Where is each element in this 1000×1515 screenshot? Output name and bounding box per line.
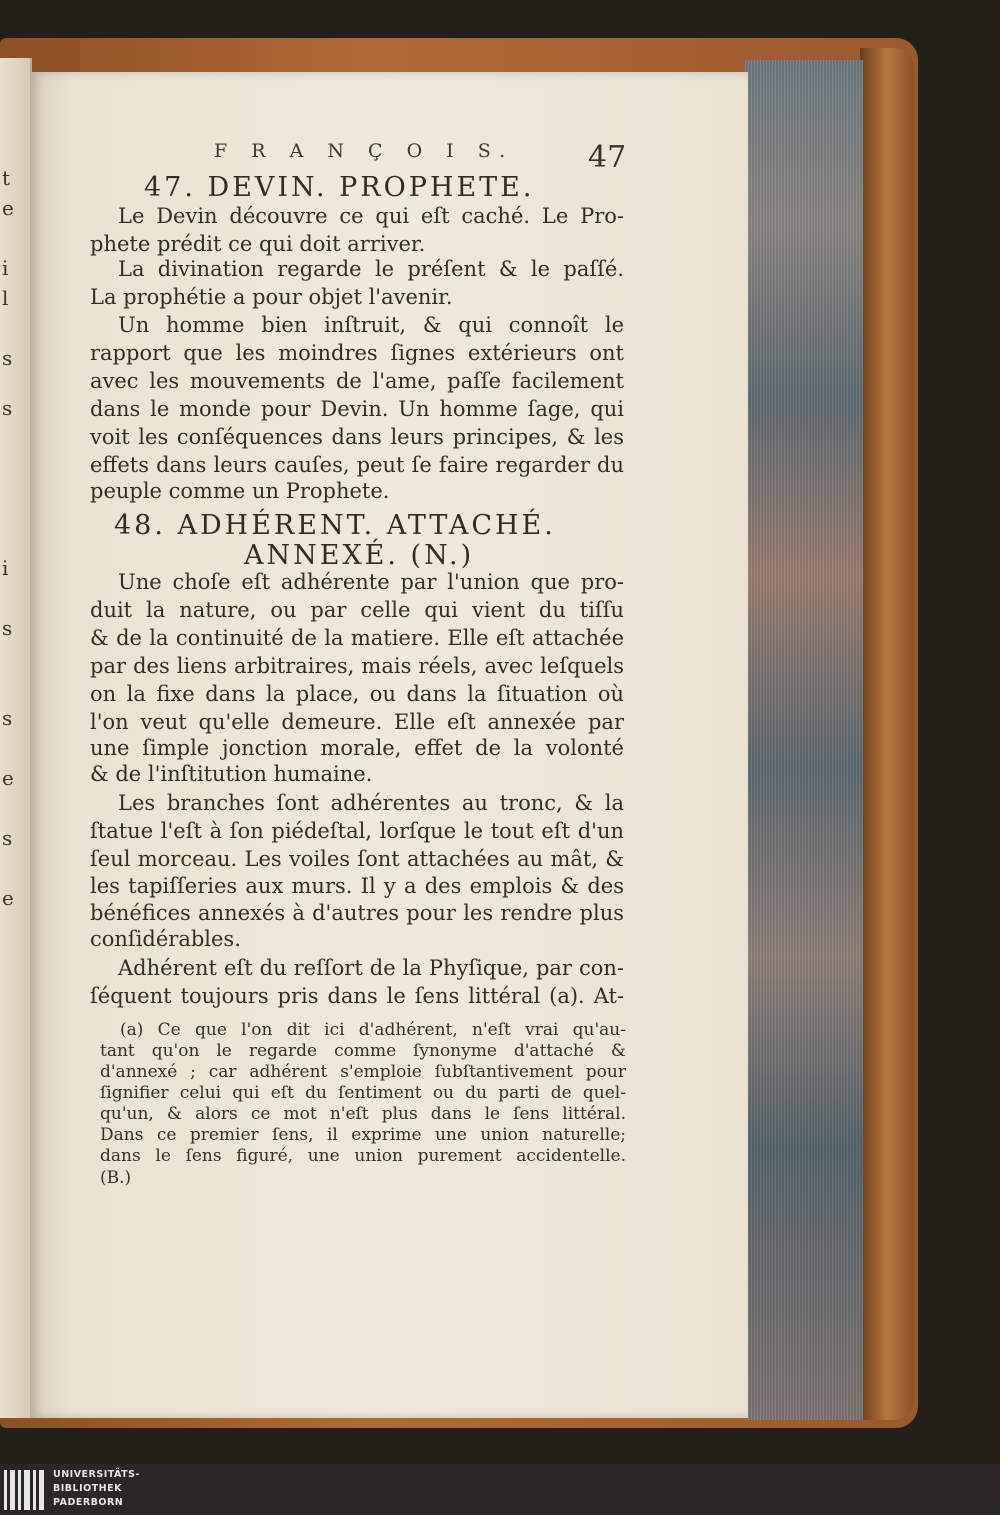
text-line: La prophétie a pour objet l'avenir.: [90, 285, 453, 309]
text-line: conſidérables.: [90, 927, 241, 951]
facing-page-letter: e: [2, 196, 14, 220]
text-line: phete prédit ce qui doit arriver.: [90, 232, 426, 256]
text-line: & de la continuité de la matiere. Elle eſt attachée: [90, 626, 624, 650]
text-line: Les branches ſont adhérentes au tronc, & la: [118, 791, 624, 815]
cover-edge: [860, 48, 914, 1420]
library-name-line2: BIBLIOTHEK: [53, 1483, 122, 1494]
footnote-line: qu'un, & alors ce mot n'eſt plus dans le ſens littéral.: [100, 1104, 626, 1124]
text-line: avec les mouvements de l'ame, paſſe facilement: [90, 369, 624, 393]
text-line: & de l'inſtitution humaine.: [90, 762, 373, 786]
text-line: Un homme bien inſtruit, & qui connoît le: [118, 313, 624, 337]
text-line: Une choſe eſt adhérente par l'union que pro-: [118, 570, 624, 594]
text-line: dans le monde pour Devin. Un homme ſage, qui: [90, 397, 624, 421]
text-line: peuple comme un Prophete.: [90, 479, 390, 503]
section-heading-48: 48. ADHÉRENT. ATTACHÉ.: [114, 510, 556, 541]
footnote-line: dans le ſens figuré, une union purement accidentelle.: [100, 1146, 626, 1166]
text-line: rapport que les moindres ſignes extérieurs ont: [90, 341, 624, 365]
facing-page-edge: [0, 58, 32, 1418]
text-line: Adhérent eſt du reſſort de la Phyſique, par con-: [118, 956, 624, 980]
text-line: ſéquent toujours pris dans le ſens littéral (a). At-: [90, 984, 624, 1008]
text-line: ſtatue l'eſt à ſon piédeſtal, lorſque le tout eſt d'un: [90, 819, 624, 843]
text-line: Le Devin découvre ce qui eſt caché. Le Pro-: [118, 204, 624, 228]
marbled-fore-edge: [745, 60, 863, 1420]
facing-page-letter: s: [2, 346, 13, 370]
section-heading-48-cont: ANNEXÉ. (N.): [244, 540, 475, 571]
page-number: 47: [588, 140, 627, 175]
text-line: l'on veut qu'elle demeure. Elle eſt annexée par: [90, 710, 624, 734]
text-line: par des liens arbitraires, mais réels, avec leſquels: [90, 654, 624, 678]
facing-page-letter: s: [2, 706, 13, 730]
library-footer: [0, 1464, 1000, 1515]
library-name-line1: UNIVERSITÄTS-: [53, 1469, 140, 1480]
text-line: La divination regarde le préſent & le paſſé.: [118, 257, 624, 281]
facing-page-letter: i: [2, 256, 9, 280]
footnote-line: d'annexé ; car adhérent s'emploie ſubſtantivement pour: [100, 1062, 626, 1082]
running-head: F R A N Ç O I S.: [214, 140, 515, 162]
footnote-line: ſignifier celui qui eſt du ſentiment ou du parti de quel-: [100, 1083, 626, 1103]
facing-page-letter: l: [2, 286, 9, 310]
facing-page-letter: e: [2, 886, 14, 910]
footnote-line: (B.): [100, 1168, 132, 1188]
text-line: ſeul morceau. Les voiles ſont attachées au mât, &: [90, 847, 624, 871]
text-line: effets dans leurs cauſes, peut ſe faire regarder du: [90, 453, 624, 477]
text-line: on la fixe dans la place, ou dans la ſituation où: [90, 682, 624, 706]
text-line: duit la nature, ou par celle qui vient du tiſſu: [90, 598, 624, 622]
text-line: voit les conſéquences dans leurs principes, & les: [90, 425, 624, 449]
library-name-line3: PADERBORN: [53, 1497, 124, 1508]
facing-page-letter: e: [2, 766, 14, 790]
footnote-line: (a) Ce que l'on dit ici d'adhérent, n'eſt vrai qu'au-: [120, 1020, 626, 1040]
section-heading-47: 47. DEVIN. PROPHETE.: [144, 172, 535, 203]
library-logo-icon: [4, 1470, 48, 1510]
text-line: bénéfices annexés à d'autres pour les rendre plus: [90, 901, 624, 925]
facing-page-letter: s: [2, 616, 13, 640]
text-line: une ſimple jonction morale, effet de la volonté: [90, 736, 624, 760]
facing-page-letter: t: [2, 166, 11, 190]
facing-page-letter: s: [2, 396, 13, 420]
facing-page-letter: s: [2, 826, 13, 850]
facing-page-letter: i: [2, 556, 9, 580]
text-line: les tapiſſeries aux murs. Il y a des emplois & des: [90, 874, 624, 898]
footnote-line: tant qu'on le regarde comme ſynonyme d'attaché &: [100, 1041, 626, 1061]
footnote-line: Dans ce premier ſens, il exprime une union naturelle;: [100, 1125, 626, 1145]
